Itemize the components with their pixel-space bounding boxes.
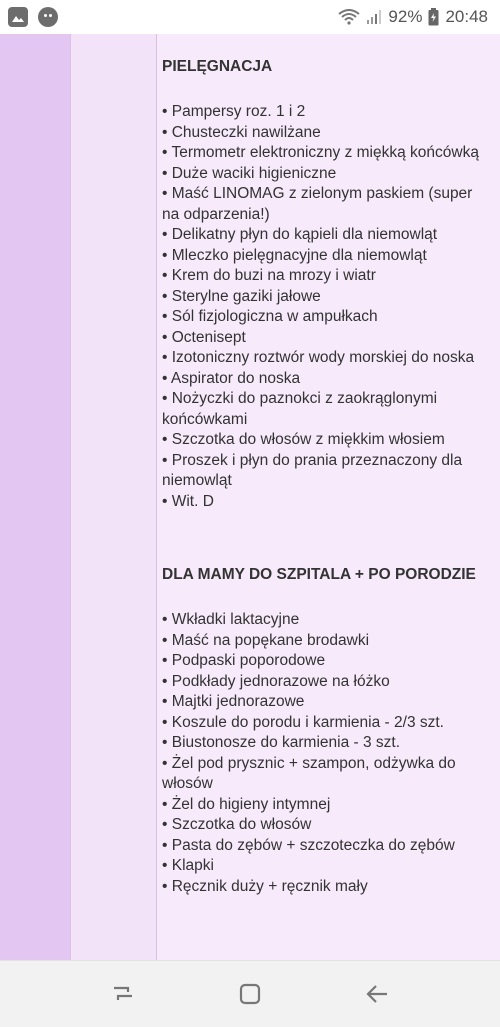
list-item: • Delikatny płyn do kąpieli dla niemowląt: [162, 226, 438, 243]
list-item: • Izotoniczny roztwór wody morskiej do noska: [162, 349, 475, 366]
clock: 20:48: [445, 7, 488, 26]
battery-percent: 92%: [388, 7, 423, 26]
list-item: • Chusteczki nawilżane: [162, 123, 321, 141]
page-background-left: [0, 34, 70, 960]
notification-icons: [8, 7, 58, 27]
list-item: • Żel pod prysznic + szampon, odżywka do włosów: [162, 754, 456, 792]
checklist-dla-mamy: [162, 610, 492, 897]
system-status: [338, 7, 488, 27]
section-title-pielegnacja: PIELĘGNACJA: [162, 58, 273, 75]
list-item: • Mleczko pielęgnacyjne dla niemowląt: [162, 246, 427, 264]
signal-icon: [366, 9, 382, 25]
status-bar: [0, 0, 500, 34]
list-item: • Maść na popękane brodawki: [162, 631, 370, 649]
list-item: • Klapki: [162, 857, 214, 874]
list-item: • Octenisept: [162, 328, 246, 346]
wifi-icon: [338, 9, 360, 25]
list-item: • Nożyczki do paznokci z zaokrąglonymi końcówkami: [162, 390, 438, 428]
list-item: • Podkłady jednorazowe na łóżko: [162, 672, 390, 690]
list-item: • Podpaski poporodowe: [162, 652, 326, 669]
page-background-middle: [70, 34, 156, 960]
list-item: • Pampersy roz. 1 i 2: [162, 103, 306, 120]
list-item: • Pasta do zębów + szczoteczka do zębów: [162, 836, 455, 854]
list-item: • Termometr elektroniczny z miękką końcówką: [162, 144, 479, 161]
list-item: • Biustonosze do karmienia - 3 szt.: [162, 734, 401, 751]
list-item: • Wit. D: [162, 492, 214, 510]
recents-icon: [110, 982, 136, 1006]
back-arrow-icon: [364, 982, 390, 1006]
home-icon: [238, 982, 262, 1006]
face-icon: [38, 7, 58, 27]
list-item: • Koszule do porodu i karmienia - 2/3 szt.: [162, 713, 444, 731]
gallery-icon: [8, 7, 28, 27]
navigation-bar: [0, 960, 500, 1027]
recents-button[interactable]: [103, 974, 143, 1014]
list-item: • Szczotka do włosów z miękkim włosiem: [162, 431, 445, 448]
list-item: • Proszek i płyn do prania przeznaczony dla niemowląt: [162, 451, 463, 489]
section-title-dla-mamy: DLA MAMY DO SZPITALA + PO PORODZIE: [162, 566, 476, 583]
article-content: [156, 34, 500, 960]
list-item: • Sól fizjologiczna w ampułkach: [162, 308, 378, 325]
list-item: • Ręcznik duży + ręcznik mały: [162, 877, 368, 895]
list-item: • Maść LINOMAG z zielonym paskiem (super na odparzenia!): [162, 185, 473, 223]
section-spacer: [162, 512, 492, 564]
list-item: • Szczotka do włosów: [162, 816, 312, 833]
list-item: • Sterylne gaziki jałowe: [162, 287, 321, 305]
list-item: • Aspirator do noska: [162, 369, 301, 387]
list-item: • Wkładki laktacyjne: [162, 611, 300, 628]
checklist-pielegnacja: [162, 102, 492, 512]
battery-icon: [428, 8, 439, 26]
list-item: • Krem do buzi na mrozy i wiatr: [162, 267, 376, 284]
home-button[interactable]: [230, 974, 270, 1014]
list-item: • Majtki jednorazowe: [162, 693, 305, 710]
list-item: • Duże waciki higieniczne: [162, 164, 337, 182]
back-button[interactable]: [357, 974, 397, 1014]
list-item: • Żel do higieny intymnej: [162, 795, 331, 813]
